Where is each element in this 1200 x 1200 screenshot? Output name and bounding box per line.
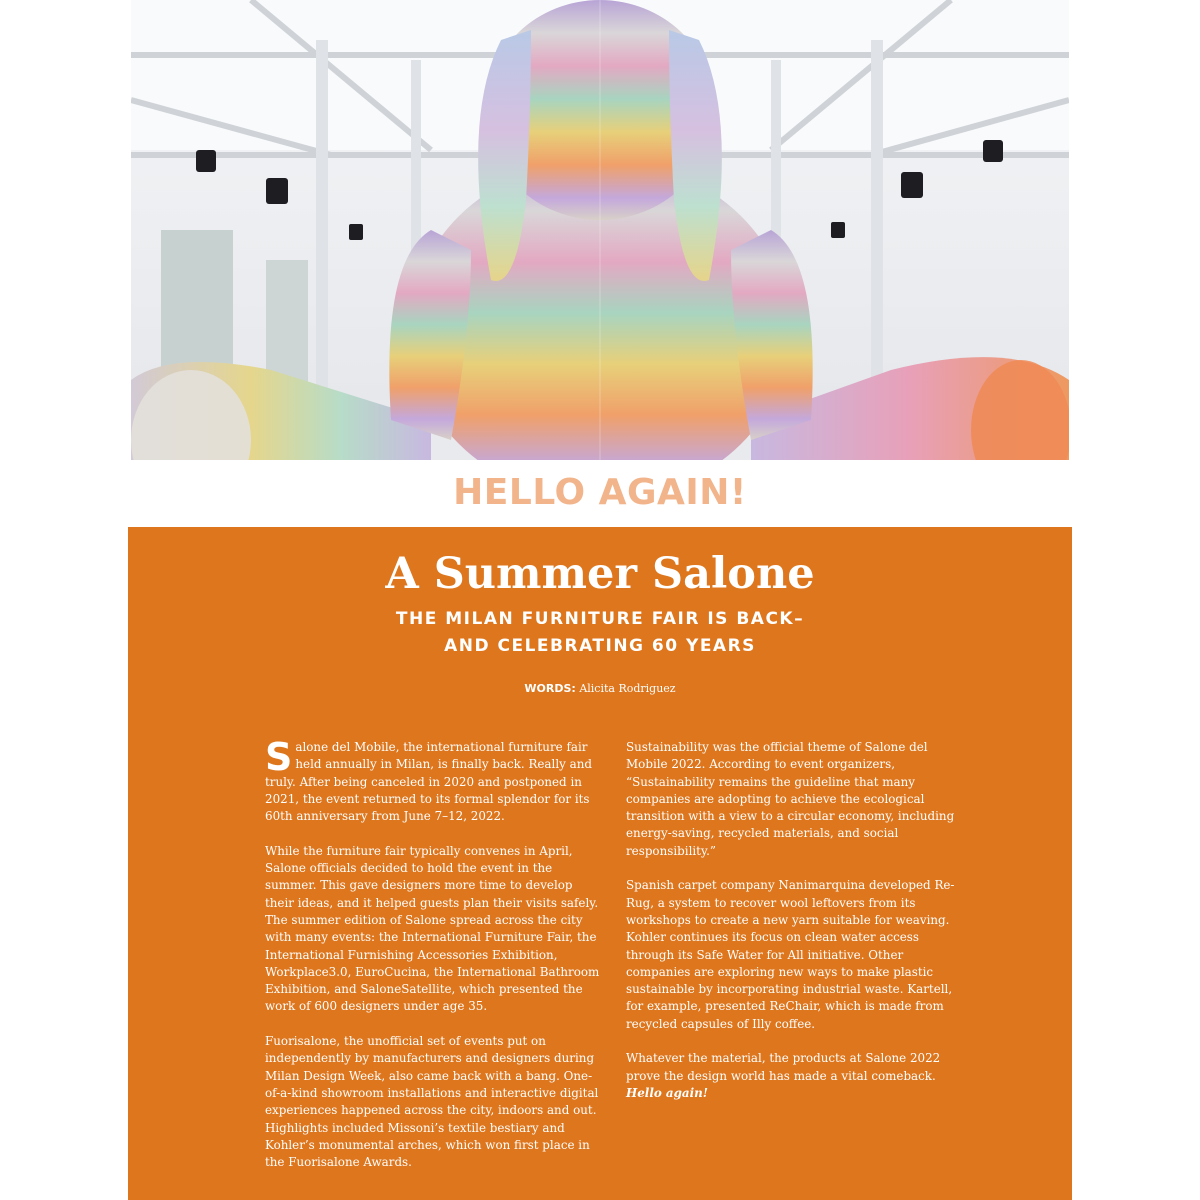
section-kicker: HELLO AGAIN! [453,472,747,513]
bunny-installation-image [131,0,1069,460]
drop-cap: S [265,735,293,779]
paragraph: Fuorisalone, the unofficial set of events put on independently by manufacturers and designers during Milan Design Week, also came back with a bang. One-of-a-kind showroom installations and interactive digital experiences happened across the city, indoors and out. Highlights included Missoni’s textile bestiary and Kohler’s monumental arches, which won first place in the Fuorisalone Awards. [265,1034,599,1170]
article-title: A Summer Salone [385,549,815,599]
hero-photo [131,0,1069,460]
byline-label: WORDS: [524,682,576,695]
article-subtitle [0,606,1200,660]
paragraph [265,735,601,825]
paragraph: While the furniture fair typically convenes in April, Salone officials decided to hold the event in the summer. This gave designers more time to develop their ideas, and it helped guests plan their visits safely. The summer edition of Salone spread across the city with many events: the International Furniture Fair, the International Furnishing Accessories Exhibition, Workplace3.0, EuroCucina, the International Bathroom Exhibition, and SaloneSatellite, which presented the work of 600 designers under age 35. [265,843,600,1014]
paragraph [626,1050,962,1102]
subtitle-line-2: AND CELEBRATING 60 YEARS [444,636,756,656]
paragraph: Sustainability was the official theme of Salone del Mobile 2022. According to event organizers, “Sustainability remains the guideline that many companies are adopting to achieve the ecological transition with a view to a circular economy, including energy-saving, recycled materials, and social responsibility.” [626,740,955,858]
byline [0,681,1200,697]
paragraph: Spanish carpet company Nanimarquina developed Re-Rug, a system to recover wool leftovers from its workshops to create a new yarn suitable for weaving. Kohler continues its focus on clean water access through its Safe Water for All initiative. Other companies are exploring new ways to make plastic sustainable by incorporating industrial waste. Kartell, for example, presented ReChair, which is made from recycled capsules of Illy coffee. [626,878,955,1031]
article-column-left [265,735,601,1189]
paragraph-text: Whatever the material, the products at Salone 2022 prove the design world has made a vital comeback. [626,1051,941,1083]
paragraph-text: alone del Mobile, the international furniture fair held annually in Milan, is finally back. Really and truly. After being canceled in 2020 and postponed in 2021, the event returned to its formal splendor for its 60th anniversary from June 7–12, 2022. [265,740,592,824]
signoff: Hello again! [626,1085,709,1100]
subtitle-line-1: THE MILAN FURNITURE FAIR IS BACK– [395,609,805,629]
article-column-right [626,739,962,1120]
byline-author: Alicita Rodriguez [579,682,676,695]
